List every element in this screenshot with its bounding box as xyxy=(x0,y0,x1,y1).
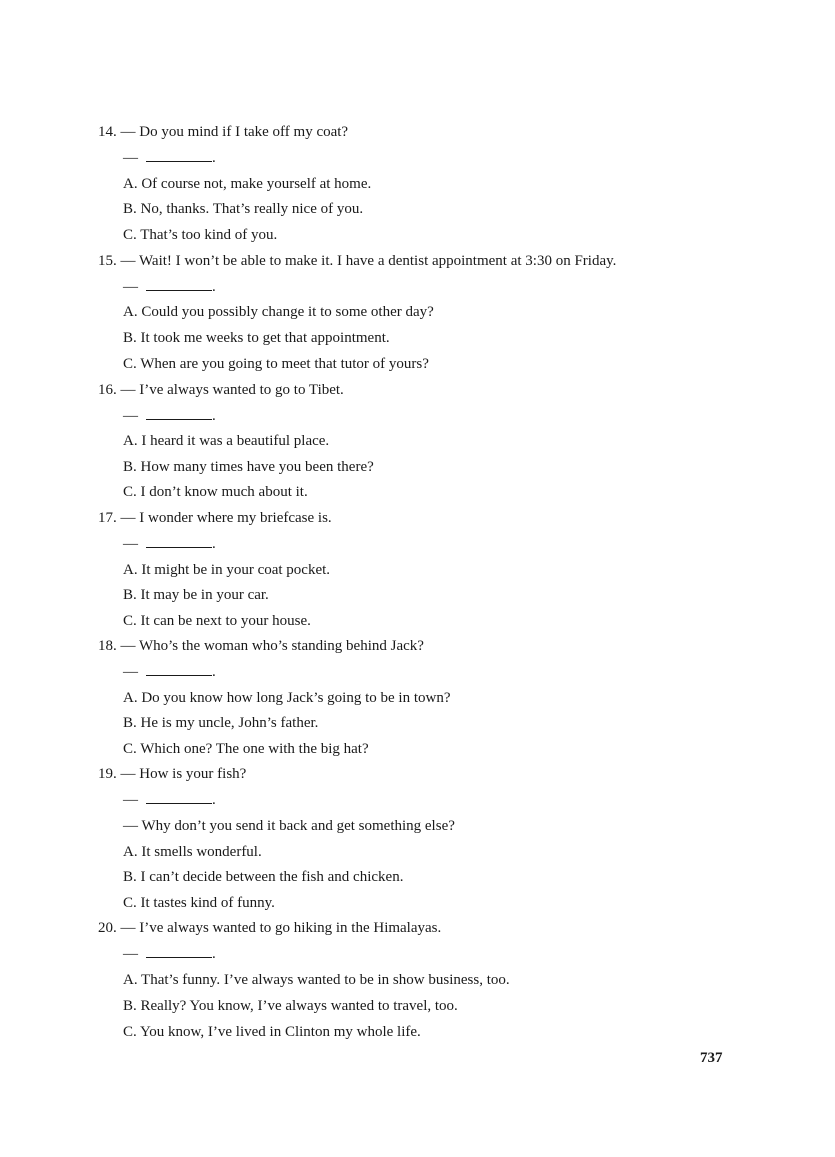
blank-underline xyxy=(146,149,212,162)
option-a: A. I heard it was a beautiful place. xyxy=(123,433,330,449)
question-prompt: — I wonder where my briefcase is. xyxy=(120,510,332,526)
blank-underline xyxy=(146,407,212,420)
blank-dash: — xyxy=(123,792,138,808)
blank-underline xyxy=(146,791,212,804)
answer-blank xyxy=(123,406,216,426)
option-b: B. He is my uncle, John’s father. xyxy=(123,715,319,731)
question-number: 15. xyxy=(98,253,117,269)
answer-blank xyxy=(123,790,216,810)
question-19 xyxy=(98,764,246,784)
blank-underline xyxy=(146,535,212,548)
question-prompt: — Wait! I won’t be able to make it. I have a dentist appointment at 3:30 on Friday. xyxy=(120,253,617,269)
blank-period: . xyxy=(212,279,216,295)
answer-blank xyxy=(123,944,216,964)
question-number: 16. xyxy=(98,382,117,398)
question-prompt: — How is your fish? xyxy=(120,766,247,782)
option-c: C. That’s too kind of you. xyxy=(123,227,278,243)
question-20 xyxy=(98,918,441,938)
question-prompt: — Do you mind if I take off my coat? xyxy=(120,124,349,140)
option-b: B. No, thanks. That’s really nice of you. xyxy=(123,201,364,217)
option-c: C. It can be next to your house. xyxy=(123,613,311,629)
option-b: B. I can’t decide between the fish and chicken. xyxy=(123,869,404,885)
option-a: A. Do you know how long Jack’s going to be in town? xyxy=(123,690,451,706)
blank-dash: — xyxy=(123,664,138,680)
answer-blank xyxy=(123,148,216,168)
follow-up-line: — Why don’t you send it back and get something else? xyxy=(123,818,455,834)
option-c: C. When are you going to meet that tutor of yours? xyxy=(123,356,429,372)
option-a: A. It might be in your coat pocket. xyxy=(123,562,331,578)
blank-period: . xyxy=(212,946,216,962)
question-number: 17. xyxy=(98,510,117,526)
question-15 xyxy=(98,251,616,271)
question-17 xyxy=(98,508,332,528)
option-b: B. It took me weeks to get that appointment. xyxy=(123,330,390,346)
option-c: C. Which one? The one with the big hat? xyxy=(123,741,369,757)
blank-period: . xyxy=(212,792,216,808)
blank-underline xyxy=(146,945,212,958)
answer-blank xyxy=(123,662,216,682)
question-18 xyxy=(98,636,424,656)
blank-period: . xyxy=(212,664,216,680)
question-number: 20. xyxy=(98,920,117,936)
option-b: B. It may be in your car. xyxy=(123,587,269,603)
option-b: B. How many times have you been there? xyxy=(123,459,374,475)
question-prompt: — Who’s the woman who’s standing behind Jack? xyxy=(120,638,424,654)
option-a: A. Could you possibly change it to some other day? xyxy=(123,304,434,320)
question-16 xyxy=(98,380,344,400)
option-a: A. Of course not, make yourself at home. xyxy=(123,176,372,192)
option-c: C. I don’t know much about it. xyxy=(123,484,308,500)
question-number: 14. xyxy=(98,124,117,140)
question-number: 19. xyxy=(98,766,117,782)
page-number: 737 xyxy=(700,1050,723,1066)
option-c: C. It tastes kind of funny. xyxy=(123,895,275,911)
blank-period: . xyxy=(212,536,216,552)
blank-dash: — xyxy=(123,150,138,166)
blank-underline xyxy=(146,278,212,291)
option-c: C. You know, I’ve lived in Clinton my whole life. xyxy=(123,1024,421,1040)
question-number: 18. xyxy=(98,638,117,654)
option-a: A. That’s funny. I’ve always wanted to be in show business, too. xyxy=(123,972,510,988)
option-b: B. Really? You know, I’ve always wanted to travel, too. xyxy=(123,998,458,1014)
blank-period: . xyxy=(212,150,216,166)
option-a: A. It smells wonderful. xyxy=(123,844,262,860)
blank-period: . xyxy=(212,408,216,424)
blank-underline xyxy=(146,663,212,676)
question-prompt: — I’ve always wanted to go hiking in the Himalayas. xyxy=(120,920,442,936)
blank-dash: — xyxy=(123,279,138,295)
blank-dash: — xyxy=(123,408,138,424)
blank-dash: — xyxy=(123,536,138,552)
answer-blank xyxy=(123,277,216,297)
blank-dash: — xyxy=(123,946,138,962)
question-prompt: — I’ve always wanted to go to Tibet. xyxy=(120,382,344,398)
answer-blank xyxy=(123,534,216,554)
question-14 xyxy=(98,122,348,142)
